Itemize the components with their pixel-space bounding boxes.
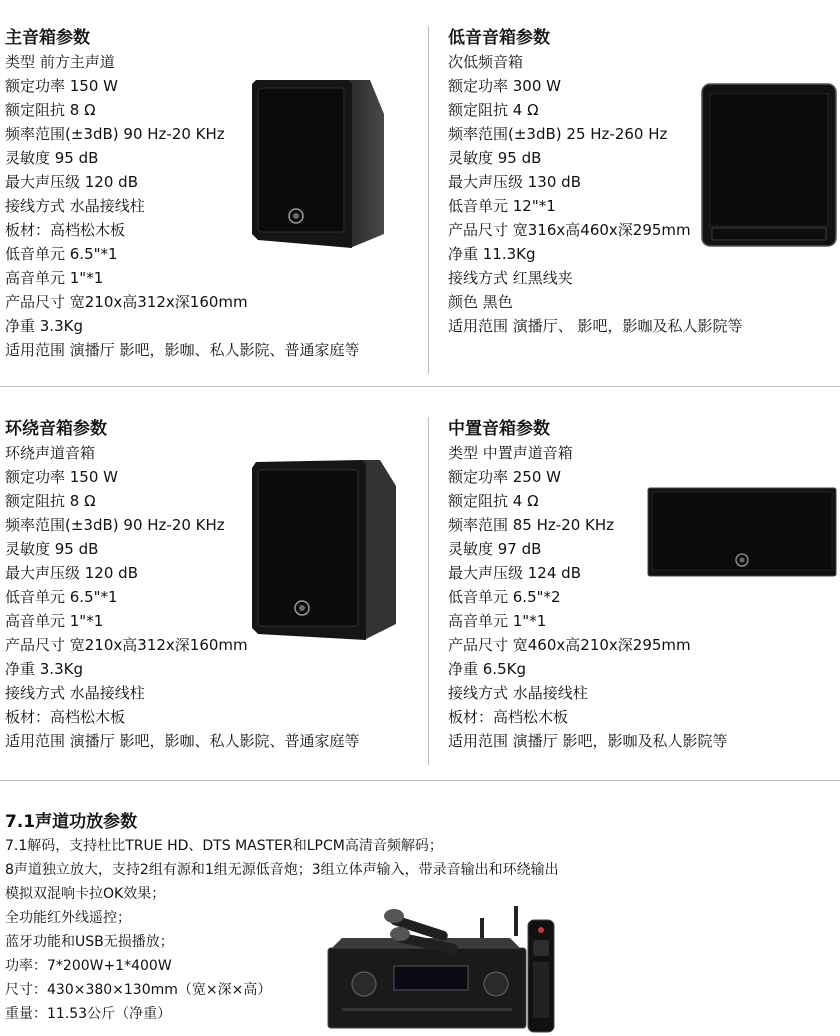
spec-line: 低音单元 6.5"*1 [5,588,118,606]
spec-line: 灵敏度 95 dB [5,149,99,167]
column-divider [428,26,429,374]
center-speaker-image [646,486,838,578]
spec-line: 最大声压级 120 dB [5,564,138,582]
center-speaker-title: 中置音箱参数 [448,419,550,439]
subwoofer-title: 低音音箱参数 [448,28,550,48]
spec-line: 次低频音箱 [448,53,524,71]
spec-line: 额定功率 250 W [448,468,561,486]
spec-line: 产品尺寸 宽316x高460x深295mm [448,221,691,239]
spec-line: 功率：7*200W+1*400W [5,958,172,974]
surround-speaker-image [250,456,400,642]
spec-line: 额定阻抗 4 Ω [448,492,539,510]
spec-line: 灵敏度 95 dB [448,149,542,167]
spec-line: 接线方式 红黑线夹 [448,269,573,287]
spec-line: 产品尺寸 宽210x高312x深160mm [5,293,248,311]
spec-line: 环绕声道音箱 [5,444,96,462]
spec-line: 灵敏度 97 dB [448,540,542,558]
spec-line: 高音单元 1"*1 [5,612,104,630]
subwoofer-image [700,82,838,248]
subwoofer-specs [448,50,743,338]
spec-line: 净重 6.5Kg [448,660,526,678]
spec-line: 低音单元 6.5"*1 [5,245,118,263]
section-divider [0,780,840,781]
spec-line: 额定功率 300 W [448,77,561,95]
spec-line: 接线方式 水晶接线柱 [5,684,145,702]
spec-line: 7.1解码，支持杜比TRUE HD、DTS MASTER和LPCM高清音频解码； [5,838,443,854]
spec-line: 板材：高档松木板 [448,708,569,726]
spec-line: 板材：高档松木板 [5,221,126,239]
spec-line: 低音单元 12"*1 [448,197,556,215]
spec-line: 频率范围(±3dB) 25 Hz-260 Hz [448,125,668,143]
spec-line: 板材：高档松木板 [5,708,126,726]
spec-line: 适用范围 演播厅 影吧，影咖、私人影院、普通家庭等 [5,732,360,750]
spec-line: 最大声压级 130 dB [448,173,581,191]
spec-line: 产品尺寸 宽460x高210x深295mm [448,636,691,654]
spec-line: 适用范围 演播厅 影吧，影咖及私人影院等 [448,732,728,750]
spec-line: 频率范围(±3dB) 90 Hz-20 KHz [5,125,225,143]
main-speaker-title: 主音箱参数 [5,28,90,48]
spec-line: 类型 中置声道音箱 [448,444,573,462]
spec-line: 颜色 黑色 [448,293,513,311]
spec-line: 净重 11.3Kg [448,245,536,263]
spec-line: 额定阻抗 8 Ω [5,101,96,119]
spec-line: 模拟双混响卡拉OK效果； [5,886,166,902]
spec-line: 产品尺寸 宽210x高312x深160mm [5,636,248,654]
spec-line: 接线方式 水晶接线柱 [448,684,588,702]
spec-line: 高音单元 1"*1 [448,612,547,630]
spec-line: 类型 前方主声道 [5,53,115,71]
amplifier-image [322,904,562,1034]
spec-line: 最大声压级 124 dB [448,564,581,582]
spec-line: 净重 3.3Kg [5,660,83,678]
spec-line: 额定功率 150 W [5,468,118,486]
spec-line: 额定阻抗 4 Ω [448,101,539,119]
spec-line: 重量：11.53公斤（净重） [5,1006,172,1022]
spec-line: 额定功率 150 W [5,77,118,95]
spec-line: 适用范围 演播厅、 影吧，影咖及私人影院等 [448,317,743,335]
spec-line: 高音单元 1"*1 [5,269,104,287]
spec-line: 适用范围 演播厅 影吧，影咖、私人影院、普通家庭等 [5,341,360,359]
main-speaker-image [248,74,388,250]
spec-line: 尺寸：430×380×130mm（宽×深×高） [5,982,272,998]
spec-line: 8声道独立放大，支持2组有源和1组无源低音炮；3组立体声输入，带录音输出和环绕输出 [5,862,559,878]
spec-line: 灵敏度 95 dB [5,540,99,558]
spec-line: 接线方式 水晶接线柱 [5,197,145,215]
spec-line: 全功能红外线遥控； [5,910,131,926]
spec-line: 净重 3.3Kg [5,317,83,335]
spec-line: 额定阻抗 8 Ω [5,492,96,510]
spec-line: 蓝牙功能和USB无损播放； [5,934,174,950]
spec-line: 最大声压级 120 dB [5,173,138,191]
center-speaker-section [448,417,728,753]
section-divider [0,386,840,387]
surround-speaker-title: 环绕音箱参数 [5,419,107,439]
spec-line: 低音单元 6.5"*2 [448,588,561,606]
spec-line: 频率范围(±3dB) 90 Hz-20 KHz [5,516,225,534]
subwoofer-section [448,26,743,338]
amplifier-title: 7.1声道功放参数 [5,812,138,832]
spec-line: 频率范围 85 Hz-20 KHz [448,516,615,534]
column-divider [428,417,429,765]
